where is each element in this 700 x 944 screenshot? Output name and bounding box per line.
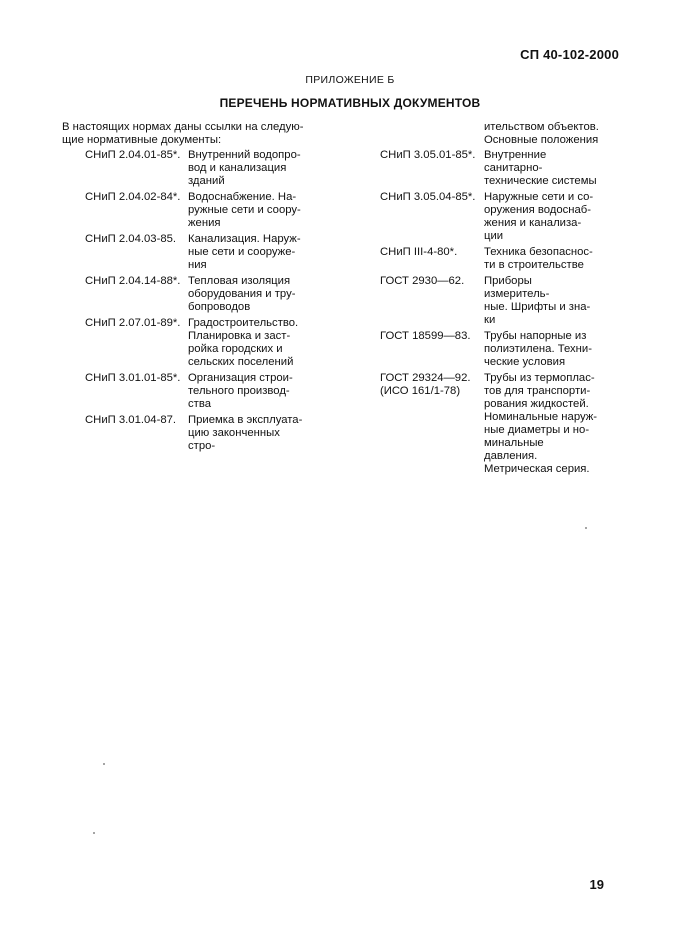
document-code: СП 40-102-2000 bbox=[520, 47, 619, 62]
reference-code: СНиП 2.04.01-85*. bbox=[85, 149, 181, 161]
reference-entry bbox=[380, 191, 600, 243]
reference-title-continuation: ительством объектов. Основные положения bbox=[484, 121, 599, 146]
reference-title: Техника безопаснос- ти в строительстве bbox=[484, 246, 593, 271]
reference-entry bbox=[62, 233, 308, 272]
reference-code: СНиП III-4-80*. bbox=[380, 246, 458, 258]
reference-code: СНиП 2.04.02-84*. bbox=[85, 191, 181, 203]
reference-code: ГОСТ 29324—92. (ИСО 161/1-78) bbox=[380, 372, 471, 397]
reference-code: СНиП 2.07.01-89*. bbox=[85, 317, 181, 329]
reference-title: Трубы напорные из полиэтилена. Техни- ческие условия bbox=[484, 330, 592, 368]
intro-paragraph: В настоящих нормах даны ссылки на следую- щие нормативные документы: bbox=[62, 121, 304, 146]
reference-entry bbox=[380, 149, 600, 188]
reference-code: СНиП 3.01.01-85*. bbox=[85, 372, 181, 384]
right-column bbox=[380, 121, 600, 479]
reference-title: Организация строи- тельного производ- ства bbox=[188, 372, 293, 410]
reference-entry bbox=[380, 246, 600, 272]
page-number: 19 bbox=[589, 877, 604, 892]
reference-entry bbox=[380, 330, 600, 369]
reference-title: Наружные сети и со- оружения водоснаб- жения и канализа- ции bbox=[484, 191, 594, 242]
reference-title: Приемка в эксплуата- цию законченных стро- bbox=[188, 414, 303, 452]
reference-code: СНиП 3.05.04-85*. bbox=[380, 191, 476, 203]
left-column bbox=[62, 121, 308, 456]
reference-title: Внутренний водопро- вод и канализация зданий bbox=[188, 149, 301, 187]
reference-entry bbox=[62, 149, 308, 188]
reference-title: Водоснабжение. На- ружные сети и соору- жения bbox=[188, 191, 301, 229]
scan-speck bbox=[585, 527, 587, 529]
reference-code: СНиП 3.05.01-85*. bbox=[380, 149, 476, 161]
reference-title: Тепловая изоляция оборудования и тру- бопроводов bbox=[188, 275, 296, 313]
reference-entry bbox=[62, 414, 308, 453]
reference-code: ГОСТ 18599—83. bbox=[380, 330, 471, 342]
reference-title: Градостроительство. Планировка и заст- ройка городских и сельских поселений bbox=[188, 317, 299, 368]
reference-entry bbox=[62, 317, 308, 369]
reference-code: СНиП 3.01.04-87. bbox=[85, 414, 177, 426]
reference-title: Приборы измеритель- ные. Шрифты и зна- ки bbox=[484, 275, 591, 326]
reference-title: Канализация. Наруж- ные сети и сооруже- ния bbox=[188, 233, 301, 271]
document-title: ПЕРЕЧЕНЬ НОРМАТИВНЫХ ДОКУМЕНТОВ bbox=[219, 96, 481, 110]
reference-code: СНиП 2.04.03-85. bbox=[85, 233, 177, 245]
reference-entry bbox=[380, 275, 600, 327]
reference-title: Внутренние санитарно- технические системы bbox=[484, 149, 597, 187]
scan-speck bbox=[93, 832, 95, 834]
reference-title: Трубы из термоплас- тов для транспорти- рования жидкостей. Номинальные наруж- ные диаметры и но- минальные давления. Метрическая серия. bbox=[484, 372, 598, 475]
reference-entry bbox=[62, 191, 308, 230]
reference-entry bbox=[62, 275, 308, 314]
reference-entry bbox=[62, 372, 308, 411]
reference-code: СНиП 2.04.14-88*. bbox=[85, 275, 181, 287]
reference-code: ГОСТ 2930—62. bbox=[380, 275, 465, 287]
scan-speck bbox=[103, 763, 105, 765]
reference-entry bbox=[380, 372, 600, 476]
appendix-label: ПРИЛОЖЕНИЕ Б bbox=[305, 74, 395, 86]
